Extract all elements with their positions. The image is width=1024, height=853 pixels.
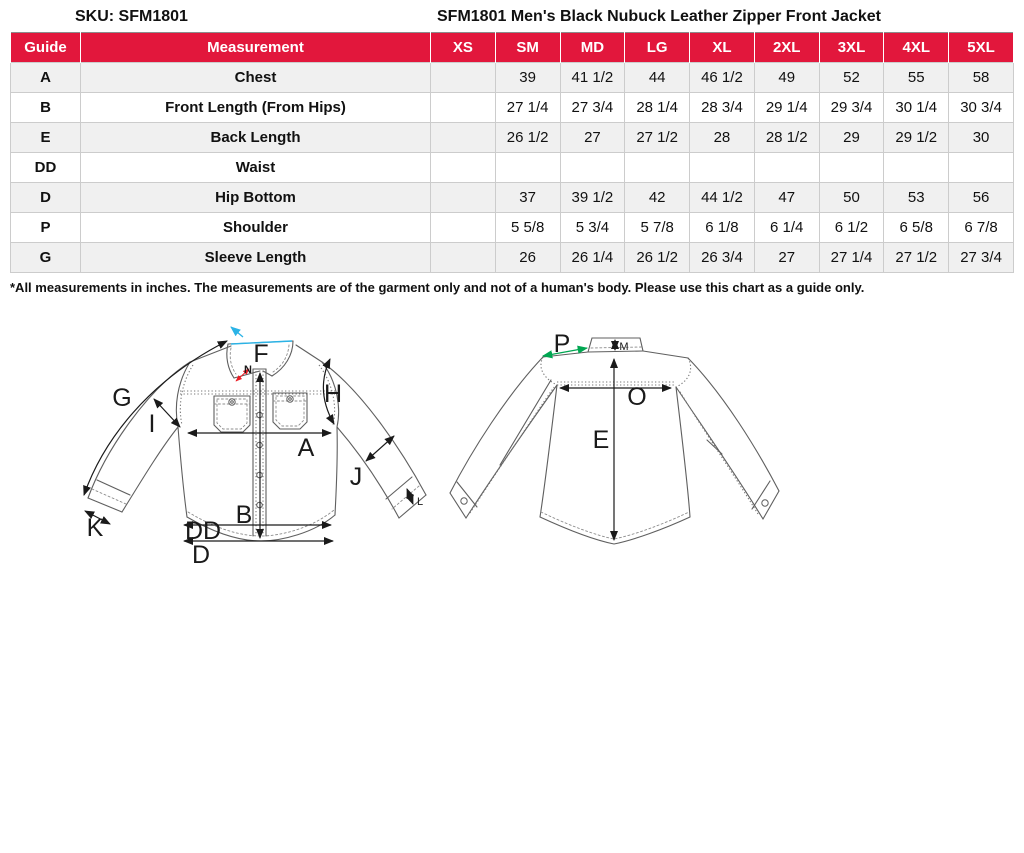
- column-header-lg: LG: [625, 33, 690, 63]
- label-shoulder: P: [553, 330, 571, 358]
- value-cell: 26 1/2: [625, 243, 690, 273]
- page-title: SFM1801 Men's Black Nubuck Leather Zipper Front Jacket: [437, 8, 881, 25]
- value-cell: 5 5/8: [495, 213, 560, 243]
- label-cuff: K: [86, 514, 104, 542]
- column-header-5xl: 5XL: [949, 33, 1014, 63]
- value-cell: 26 1/4: [560, 243, 625, 273]
- value-cell: 39 1/2: [560, 183, 625, 213]
- value-cell: 44: [625, 63, 690, 93]
- value-cell: 26 3/4: [690, 243, 755, 273]
- sku-label: SKU: SFM1801: [75, 8, 188, 25]
- value-cell: 39: [495, 63, 560, 93]
- value-cell: 27: [754, 243, 819, 273]
- measurement-cell: Waist: [81, 153, 431, 183]
- value-cell: 26 1/2: [495, 123, 560, 153]
- value-cell: [431, 213, 496, 243]
- measurement-cell: Chest: [81, 63, 431, 93]
- table-row-g: [11, 243, 1014, 273]
- value-cell: 27 1/4: [495, 93, 560, 123]
- column-header-md: MD: [560, 33, 625, 63]
- measurement-cell: Hip Bottom: [81, 183, 431, 213]
- value-cell: 6 1/2: [819, 213, 884, 243]
- value-cell: 29: [819, 123, 884, 153]
- label-armhole-curve: H: [323, 380, 343, 408]
- value-cell: 6 1/8: [690, 213, 755, 243]
- column-header-sm: SM: [495, 33, 560, 63]
- value-cell: 55: [884, 63, 949, 93]
- value-cell: 41 1/2: [560, 63, 625, 93]
- label-back-length: E: [592, 426, 610, 454]
- value-cell: [884, 153, 949, 183]
- value-cell: 58: [949, 63, 1014, 93]
- value-cell: 6 7/8: [949, 213, 1014, 243]
- table-row-b: [11, 93, 1014, 123]
- value-cell: 28 1/2: [754, 123, 819, 153]
- column-header-2xl: 2XL: [754, 33, 819, 63]
- size-chart: [10, 32, 1014, 273]
- table-row-e: [11, 123, 1014, 153]
- value-cell: 42: [625, 183, 690, 213]
- guide-cell: D: [11, 183, 81, 213]
- value-cell: 30: [949, 123, 1014, 153]
- measurement-diagram: [0, 315, 1024, 615]
- size-chart-header-row: [11, 33, 1014, 63]
- value-cell: 6 1/4: [754, 213, 819, 243]
- measurement-cell: Front Length (From Hips): [81, 93, 431, 123]
- value-cell: 5 3/4: [560, 213, 625, 243]
- value-cell: 5 7/8: [625, 213, 690, 243]
- label-neck: N: [244, 364, 252, 376]
- value-cell: [690, 153, 755, 183]
- value-cell: 56: [949, 183, 1014, 213]
- header-bar: [0, 8, 1024, 30]
- value-cell: [495, 153, 560, 183]
- value-cell: [949, 153, 1014, 183]
- guide-cell: G: [11, 243, 81, 273]
- value-cell: [819, 153, 884, 183]
- value-cell: 27 1/2: [884, 243, 949, 273]
- label-armhole: I: [148, 410, 156, 438]
- column-header-xs: XS: [431, 33, 496, 63]
- front-jacket-outline: [88, 341, 426, 541]
- column-header-xl: XL: [690, 33, 755, 63]
- label-collar: F: [253, 340, 269, 368]
- label-shoulder-width: O: [627, 383, 647, 411]
- value-cell: 28 1/4: [625, 93, 690, 123]
- value-cell: 27 1/4: [819, 243, 884, 273]
- value-cell: [431, 153, 496, 183]
- label-chest: A: [297, 434, 315, 462]
- label-sleeve-length: G: [112, 384, 132, 412]
- value-cell: 27 3/4: [949, 243, 1014, 273]
- size-chart-body: [11, 63, 1014, 273]
- value-cell: [431, 183, 496, 213]
- label-cuff-width: L: [416, 496, 424, 508]
- label-collar-height: M: [619, 341, 629, 353]
- value-cell: 26: [495, 243, 560, 273]
- measurement-cell: Sleeve Length: [81, 243, 431, 273]
- value-cell: 27 3/4: [560, 93, 625, 123]
- back-labels: [554, 330, 647, 454]
- column-header-3xl: 3XL: [819, 33, 884, 63]
- value-cell: 46 1/2: [690, 63, 755, 93]
- table-row-p: [11, 213, 1014, 243]
- value-cell: 28 3/4: [690, 93, 755, 123]
- value-cell: 29 3/4: [819, 93, 884, 123]
- footnote: *All measurements in inches. The measurements are of the garment only and not of a human's body. Please use this chart as a guide only.: [10, 280, 865, 295]
- value-cell: [754, 153, 819, 183]
- table-row-dd: [11, 153, 1014, 183]
- label-front-length: B: [235, 501, 253, 529]
- guide-cell: DD: [11, 153, 81, 183]
- value-cell: [431, 123, 496, 153]
- guide-cell: P: [11, 213, 81, 243]
- value-cell: 49: [754, 63, 819, 93]
- table-row-d: [11, 183, 1014, 213]
- value-cell: 44 1/2: [690, 183, 755, 213]
- label-forearm: J: [349, 463, 363, 491]
- value-cell: 37: [495, 183, 560, 213]
- guide-cell: E: [11, 123, 81, 153]
- value-cell: [431, 243, 496, 273]
- label-waist: DD: [184, 517, 222, 545]
- guide-cell: A: [11, 63, 81, 93]
- value-cell: [560, 153, 625, 183]
- value-cell: 47: [754, 183, 819, 213]
- value-cell: 27 1/2: [625, 123, 690, 153]
- value-cell: [431, 63, 496, 93]
- value-cell: 29 1/2: [884, 123, 949, 153]
- table-row-a: [11, 63, 1014, 93]
- value-cell: [625, 153, 690, 183]
- value-cell: 53: [884, 183, 949, 213]
- column-header-guide: Guide: [11, 33, 81, 63]
- value-cell: 27: [560, 123, 625, 153]
- value-cell: 30 3/4: [949, 93, 1014, 123]
- value-cell: 29 1/4: [754, 93, 819, 123]
- value-cell: 28: [690, 123, 755, 153]
- measurement-cell: Shoulder: [81, 213, 431, 243]
- value-cell: 30 1/4: [884, 93, 949, 123]
- label-hip-bottom: D: [191, 541, 211, 569]
- measurement-cell: Back Length: [81, 123, 431, 153]
- guide-cell: B: [11, 93, 81, 123]
- value-cell: 6 5/8: [884, 213, 949, 243]
- column-header-measurement: Measurement: [81, 33, 431, 63]
- value-cell: 52: [819, 63, 884, 93]
- value-cell: 50: [819, 183, 884, 213]
- value-cell: [431, 93, 496, 123]
- column-header-4xl: 4XL: [884, 33, 949, 63]
